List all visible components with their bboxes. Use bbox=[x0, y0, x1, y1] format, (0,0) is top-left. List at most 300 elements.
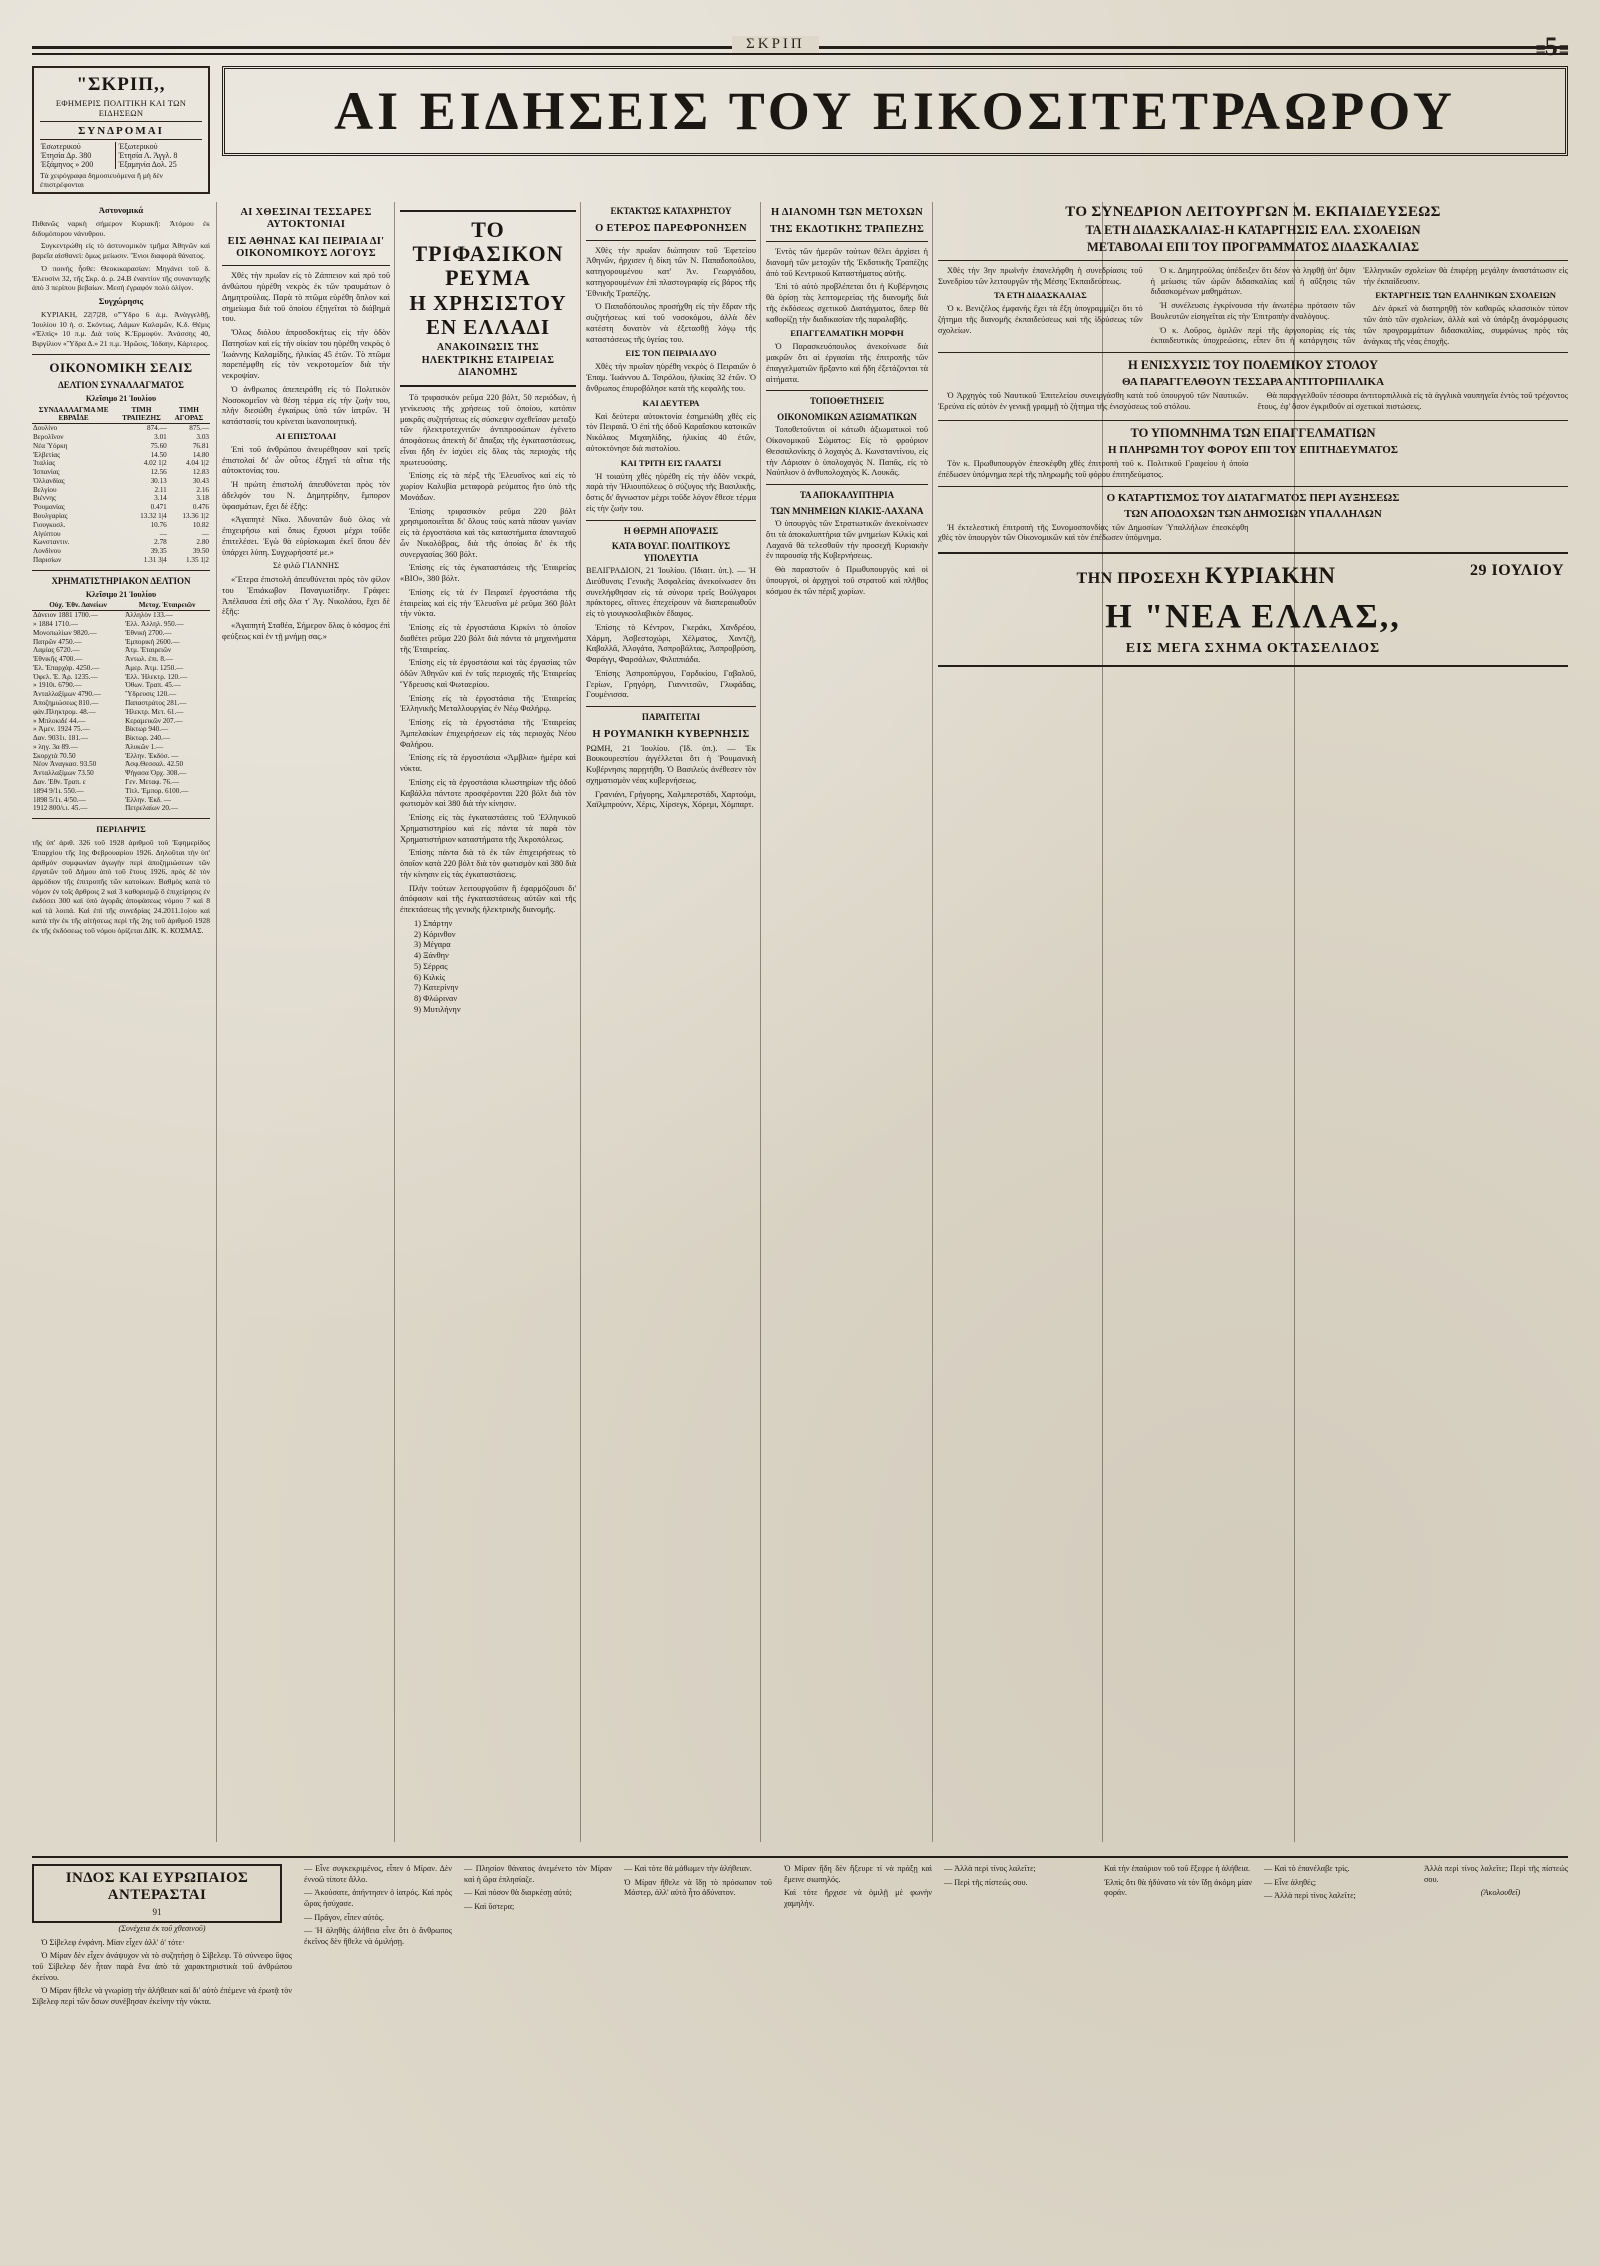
col4-dateline: ΒΕΛΙΓΡΑΔΙΟΝ, 21 Ἰουλίου. (Ἰδιαιτ. ὑπ.). — Ἡ Διεύθυνσις Γενικῆς Ἀσφαλείας ἀνεκοίνωσεν ὅτι συνελήφθησαν εἰς τὰ σύνορα τρεῖς Βούλγαροι πράκτορες, οἵτινες ἐπεχείρουν νὰ διαπεραιωθοῦν εἰς τὸ γιουγκοσλαβικὸν ἔδαφος. bbox=[586, 566, 756, 619]
col4-sub1: ΕΙΣ ΤΟΝ ΠΕΙΡΑΙΑ ΔΥΟ bbox=[625, 348, 717, 359]
fx-cell-10-0: Βουλγαρίας bbox=[33, 511, 68, 520]
bourse-cell-2-1: Ἐθνικὴ 2700.— bbox=[125, 628, 172, 637]
col4-p2: Ὁ Παπαδόπουλος προσήχθη εἰς τὴν ἕδραν τῆς συζητήσεως καὶ τοῦ νοσοκόμου, ἀλλὰ δὲν κατέστη δυνατὸν νὰ ἐξετασθῇ λόγῳ τῆς καταστάσεως τῆς ὑγείας του. bbox=[586, 302, 756, 344]
col3-p6: Ἐπίσης εἰς τὰ ἐργοστάσια Κιρκίνι τὸ ὁποῖον διαθέτει ρεῦμα 220 βόλτ διὰ πάντα τὰ μηχανήματα τῆς Ἑταιρείας. bbox=[400, 623, 576, 654]
fx-row bbox=[32, 451, 210, 460]
feuilleton-p11: — Καὶ τότε θὰ μάθωμεν τὴν ἀλήθειαν. bbox=[624, 1864, 752, 1873]
col4-sub5: ΚΑΤΑ ΒΟΥΛΓ. ΠΟΛΙΤΙΚΟΥΣ ΥΠΟΛΕΥΤΙΑ bbox=[611, 541, 731, 563]
sub-row-0-right: Έξωτερικού bbox=[115, 142, 202, 151]
fx-cell-15-2: 1.35 1|2 bbox=[185, 555, 209, 564]
fx-cell-15-1: 1.31 3|4 bbox=[143, 555, 167, 564]
fx-cell-4-0: Ἰταλίας bbox=[33, 459, 56, 468]
fx-row bbox=[32, 556, 210, 565]
bourse-cell-16-0: Σκορχτὰ 70.50 bbox=[33, 751, 76, 760]
fx-row bbox=[32, 459, 210, 468]
feuilleton-p15: — Ἀλλὰ περὶ τίνος λαλεῖτε; bbox=[944, 1864, 1036, 1873]
col4-p8: Γρανιάνι, Γρήγορης, Χαλμπερστάδι, Χαρτούμι, Χαϊλμπρούνν, Χέρις, Χίρσεγκ, Χόρεμι, Χόμπαρτ. bbox=[586, 789, 756, 810]
col3-p1: Τὸ τριφασικὸν ρεῦμα 220 βόλτ, 50 περιόδων, ἡ γενίκευσις τῆς χρήσεως τοῦ ὁποίου, κατόπιν μακρᾶς συζητήσεως εἰς σύσκεψιν σχεθεῖσαν μεταξὺ τῶν ἡλεκτροτεχνιτῶν ἀντιπροσώπων ἐγένετο ἀποφάσεως ἀπεκτὴ δι' ἅπαξας τῆς ἐγκαταστάσεως, εἶναι ἤδη ἐν ἰσχύει εἰς ὅλας τὰς περιοχὰς τῆς πρωτευούσης. bbox=[400, 393, 576, 467]
feuilleton-intro: (Συνέχεια ἐκ τοῦ χθεσινοῦ) bbox=[118, 1924, 206, 1933]
feuilleton-p1: Ὁ Σίβελεφ ἐνφάνη. Μίαν εἶχεν ἀλλ' ὁ' τότε· bbox=[41, 1937, 185, 1947]
fx-cell-12-1: — bbox=[159, 529, 167, 538]
bourse-th-0: Οὐχ. Ἐθν. Δανείων bbox=[32, 601, 124, 610]
fx-cell-6-0: Ὁλλανδίας bbox=[33, 476, 65, 485]
fx-cell-12-2: — bbox=[201, 529, 209, 538]
col6-p3: Ὁ κ. Δημητρούλας ὑπέδειξεν ὅτι δέον νὰ ληφθῇ ὑπ' ὄψιν ἡ μείωσις τῶν ὡρῶν διδασκαλίας καὶ ἡ αὔξησις τῶν διδασκομένων μαθημάτων. bbox=[1150, 265, 1356, 297]
feuilleton-p2: Ὁ Μίραν δὲν εἶχεν ἀνάψυχον νὰ τὸ συζητήσῃ ὁ Σίβελεφ. Τὸ σύννεφο ὕψος τοῦ Σίβελεφ δὲν ἦταν παρὰ ἕνα ἀπὸ τὰ χαρακτηριστικὰ τοῦ ἀνθρώπου ἐκείνου. bbox=[32, 1951, 292, 1982]
feuilleton-p6: — Πρᾶγον, εἶπεν αὐτός. bbox=[304, 1912, 385, 1922]
bourse-cell-14-0: Δαν. 9031ι. 181.— bbox=[33, 734, 88, 743]
bourse-row bbox=[32, 611, 210, 620]
col6-p9: Τὸν κ. Πρωθυπουργὸν ἐπεσκέφθη χθὲς ἐπιτροπὴ τοῦ κ. Πολιτικοῦ Γραφείου ἡ ὁποία ἐπέδωσεν ὑπόμνημα περὶ τῆς πληρωμῆς τοῦ φόρου ἐπιτηδεύματος. bbox=[938, 459, 1249, 479]
col1-lead: Πιθανῶς ναρκὴ σήμερον Κυριακῆ: Ἀτόμου ἐκ διδυμόπορου νάνυθρου. bbox=[32, 219, 210, 238]
bourse-row bbox=[32, 620, 210, 629]
col5-sub4: ΤΑ ΑΠΟΚΑΛΥΠΤΗΡΙΑ bbox=[799, 490, 895, 501]
col3-p11: Ἐπίσης εἰς τὰ ἐργοστάσια κλωστηρίων τῆς ὁδοῦ Καβάλλα πάντοτε προσφέρονται 220 βόλτ διὰ τὸν φωτισμὸν καὶ 380 διὰ τὴν κίνησιν. bbox=[400, 777, 576, 809]
city-list bbox=[400, 919, 576, 1016]
bourse-cell-12-0: » Μπλοκιδέ 44.— bbox=[33, 716, 86, 725]
col3-p10: Ἐπίσης εἰς τὰ ἐργοστάσια «Ἀμβλια» ἡμέρα καὶ νύκτα. bbox=[400, 753, 576, 774]
bourse-cell-15-1: Ἁλυκῶν 1.— bbox=[125, 742, 164, 751]
fx-cell-0-2: 875.— bbox=[189, 424, 209, 433]
column-5 bbox=[766, 202, 928, 600]
col4-head2: Ο ΕΤΕΡΟΣ ΠΑΡΕΦΡΟΝΗΣΕΝ bbox=[595, 222, 747, 234]
fx-row bbox=[32, 530, 210, 539]
col6-sub1: ΤΑ ΕΤΗ ΔΙΔΑΣΚΑΛΙΑΣ bbox=[993, 290, 1087, 301]
feuilleton-col-9 bbox=[1424, 1864, 1568, 1902]
fx-cell-0-1: 874.— bbox=[146, 424, 167, 433]
fx-cell-9-2: 0.476 bbox=[192, 503, 209, 512]
column-4 bbox=[586, 202, 756, 814]
fx-cell-5-2: 12.83 bbox=[192, 468, 209, 477]
fx-cell-12-0: Αἰγύπτου bbox=[33, 529, 61, 538]
col2-p6: «Ἀγαπητὲ Νῖκο. Ἀδυνατῶν δυὸ ὁλας νὰ ἐπιχειρήσω καὶ ὅπως ἔχουσι μέχρι τοῦδε ἐπιτελέσει. Ἐγὼ θὰ εὑρίσκωμαι ἐκεῖ ὅπου δὲν ὑπάρχει λύπη. Συγχωρήσατέ με.» bbox=[222, 515, 390, 557]
feuilleton-p17: Καὶ τὴν ἐπαύριον τοῦ τοῦ ἔξεφρε ἡ ἀλήθεια. bbox=[1104, 1864, 1251, 1873]
fx-row bbox=[32, 468, 210, 477]
bourse-cell-13-1: Βίκτωρ 940.— bbox=[125, 725, 169, 734]
col4-p6: Ἐπίσης τὸ Κέντρον, Γκεράκι, Χανδρέου, Χάρμη, Ἀσβεστοχώρι, Χέλματος, Χαντζῆ, Καβαλλᾶ, Ἀλογάτα, Ἀσπροβάλτας, Ἀσπροβρύση, Φαράγγι, Φαρσάλων, Φιλιππιάδα. bbox=[586, 622, 756, 665]
bourse-row bbox=[32, 725, 210, 734]
fx-row bbox=[32, 547, 210, 556]
masthead-subtitle: ΕΦΗΜΕΡΙΣ ΠΟΛΙΤΙΚΗ ΚΑΙ ΤΩΝ ΕΙΔΗΣΕΩΝ bbox=[40, 98, 202, 122]
fx-cell-13-1: 2.78 bbox=[154, 538, 167, 547]
col6-p4: Ἡ συνέλευσις ἐγκρίνουσα τὴν ἀνωτέρω πρότασιν τῶν Βουλευτῶν εἰσηγεῖται εἰς τὴν Ἐπιτροπὴν ἀναλόγους. bbox=[1150, 301, 1356, 321]
col3-p13: Ἐπίσης πάντα διὰ τὸ ἐκ τῶν ἐπιχειρήσεως τὸ ὁποῖον κατὰ 220 βόλτ διὰ τὸν φωτισμὸν καὶ 380 διὰ τὴν κίνησιν εἰς τὰς ἐγκαταστάσεις. bbox=[400, 848, 576, 879]
bourse-cell-10-0: Ἀποζημιώσεως 810.— bbox=[33, 699, 99, 707]
column-2 bbox=[222, 202, 390, 646]
col5-p4: Τοποθετοῦνται οἱ κάτωθι ἀξιωματικοὶ τοῦ Οἰκονομικοῦ Σώματος: Εἰς τὸ φρούριον Θεσσαλονίκης ὁ λοχαγὸς Δ. Κωνσταντίνου, εἰς τὴν Λάρισαν ὁ ὑπολοχαγὸς Ν. Παπᾶς, εἰς τὸ Ναύπλιον ὁ ἀνθυπολοχαγὸς Κ. Λουκᾶς. bbox=[766, 425, 928, 478]
col5-p6: Θὰ παραστοῦν ὁ Πρωθυπουργὸς καὶ οἱ ὑπουργοὶ, οἱ ἀρχηγοὶ τοῦ στρατοῦ καὶ πλῆθος κόσμου ἐκ τῶν πέριξ χωρίων. bbox=[766, 565, 928, 596]
bourse-row bbox=[32, 760, 210, 769]
fx-cell-5-1: 12.56 bbox=[150, 468, 167, 477]
electricity-head-1: ΤΟ ΤΡΙΦΑΣΙΚΟΝ ΡΕΥΜΑ bbox=[412, 217, 564, 291]
col6-head6: ΤΟ ΥΠΟΜΝΗΜΑ ΤΩΝ ΕΠΑΓΓΕΛΜΑΤΙΩΝ bbox=[1130, 426, 1376, 441]
city-list-item: 4) Ξάνθην bbox=[414, 951, 449, 961]
col2-signature: Σὲ φιλῶ ΓΙΑΝΝΗΣ bbox=[273, 561, 339, 571]
col4-sub4: Η ΘΕΡΜΗ ΑΠΟΨΑΣΙΣ bbox=[623, 525, 719, 536]
feuilleton-title: ΙΝΔΟΣ ΚΑΙ ΕΥΡΩΠΑΙΟΣ ΑΝΤΕΡΑΣΤΑΙ bbox=[65, 1870, 249, 1903]
fx-th-0: ΣΥΝΔΑΛΛΑΓΜΑ ΜΕ ΕΒΡΑΪΔΕ bbox=[32, 406, 115, 424]
fx-cell-1-2: 3.03 bbox=[196, 432, 209, 441]
col3-p7: Ἐπίσης εἰς τὰ ἐργοστάσια καὶ τὰς ἐργασίας τῶν ὁδῶν Ἀθηνῶν καὶ ἐν ταῖς περιοχαῖς τῆς Ἑταιρείας Ὕδρευσις καὶ Φωταερίου. bbox=[400, 658, 576, 689]
bourse-row bbox=[32, 673, 210, 682]
electricity-head-3: ΑΝΑΚΟΙΝΩΣΙΣ ΤΗΣ ΗΛΕΚΤΡΙΚΗΣ ΕΤΑΙΡΕΙΑΣ ΔΙΑΝΟΜΗΣ bbox=[421, 341, 555, 379]
feuilleton-section bbox=[32, 1856, 1568, 2234]
bourse-cell-13-0: » Ἀμεν. 1924 75.— bbox=[33, 725, 90, 734]
fx-cell-4-2: 4.04 1|2 bbox=[185, 459, 209, 468]
sub-row-2-left: Έξάμηνος » 200 bbox=[41, 160, 94, 169]
main-headline: ΑΙ ΕΙΔΗΣΕΙΣ ΤΟΥ ΕΙΚΟΣΙΤΕΤΡΑΩΡΟΥ bbox=[334, 81, 1456, 141]
bourse-row bbox=[32, 629, 210, 638]
fx-cell-8-0: Βιέννης bbox=[33, 494, 56, 503]
col3-p14: Πλὴν τούτων λειτουργοῦσιν ἤ ἐφαρμόζουσι δι' ἀπόφασιν καὶ τῆς ἐγκαταστάσεως αὐτῶν καὶ τῆς ἐπεκτάσεως τῆς γενικῆς ἠλεκτρικῆς διανομῆς. bbox=[400, 883, 576, 915]
col5-head2: ΤΗΣ ΕΚΔΟΤΙΚΗΣ ΤΡΑΠΕΖΗΣ bbox=[769, 224, 925, 236]
economic-section-title: ΟΙΚΟΝΟΜΙΚΗ ΣΕΛΙΣ bbox=[49, 359, 193, 375]
bourse-cell-14-1: Βίκτωρ. 240.— bbox=[125, 734, 170, 743]
fx-cell-1-0: Βερολῖνον bbox=[33, 432, 64, 441]
col5-sub2: ΤΟΠΟΘΕΤΗΣΕΙΣ bbox=[809, 396, 885, 407]
col6-p8: Θὰ παραγγελθοῦν τέσσαρα ἀντιτορπιλλικὰ εἰς τὰ ἀγγλικὰ ναυπηγεῖα ἐντὸς τοῦ τρέχοντος ἔτους, ἐφ' ὅσον ἐγκριθοῦν αἱ σχετικαὶ πιστώσεις. bbox=[1257, 390, 1568, 411]
advertisement-nea-ellas[interactable] bbox=[938, 552, 1568, 667]
bourse-cell-17-1: Ἀσφ.Θεσσαλ. 42.50 bbox=[125, 760, 184, 769]
paper-name: ΣΚΡΙΠ bbox=[732, 36, 819, 53]
fx-th-2: ΤΙΜΗ ΑΓΟΡΑΣ bbox=[168, 406, 210, 424]
bourse-cell-5-0: Ἐθνικῆς 4700.— bbox=[33, 655, 83, 664]
electricity-headline-block bbox=[400, 210, 576, 387]
city-list-item: 9) Μυτιλήνην bbox=[414, 1004, 461, 1014]
col2-p8: «Ἕτερα ἐπιστολὴ ἀπευθύνεται πρὸς τὸν φίλον του Ἐπιάκωβον Παναγιωτίδην. Γράφει: Ἀπέλαυσα ἐπὶ σῆς ὅλα τ' Ἀγ. Νικολάου, ἔχει δὲ ἑξῆς: bbox=[222, 575, 390, 617]
feuilleton-p18: Ἐλπὶς ὅτι θὰ ἠδύνατο νὰ τὸν ἴδῃ ἀκόμη μίαν φοράν. bbox=[1104, 1877, 1252, 1898]
col2-p1: Χθὲς τὴν πρωΐαν εἰς τὸ Ζάππειον καὶ πρὸ τοῦ ἀνθώπου ηὑρέθη νεκρὸς ἐκ τῶν τραυμάτων ὁ Δημητρούλας. Παρὰ τὸ πτῶμα εὑρέθη ὅπλον καὶ σημείωμα διὰ τοῦ ὁποίου ἐξηγεῖται τὸ διάβημά του. bbox=[222, 271, 390, 324]
fx-cell-13-2: 2.80 bbox=[196, 538, 209, 547]
col5-p1: Ἐντὸς τῶν ἡμερῶν τούτων θέλει ἀρχίσει ἡ διανομὴ τῶν μετοχῶν τῆς Ἐκδοτικῆς Τραπέζης ἀπὸ τοῦ Κεντρικοῦ Καταστήματος αὐτῆς. bbox=[766, 247, 928, 278]
col6-head1: ΤΟ ΣΥΝΕΔΡΙΟΝ ΛΕΙΤΟΥΡΓΩΝ Μ. ΕΚΠΑΙΔΕΥΣΕΩΣ bbox=[1065, 204, 1441, 220]
col3-p2: Ἐπίσης εἰς τὰ πέρξ τῆς Ἑλευσῖνος καὶ εἰς τὸ χωρίον Καλυβία μεταφορὰ ρεύματος ἤτο ὑπὸ τῆς Μονάδων. bbox=[400, 471, 576, 502]
bourse-cell-1-1: Ἑλλ. Ἀλληλ. 950.— bbox=[125, 619, 184, 628]
fx-cell-9-1: 0.471 bbox=[150, 503, 167, 512]
bourse-row bbox=[32, 646, 210, 655]
col4-p3: Χθὲς τὴν πρωΐαν ηὑρέθη νεκρὸς ὁ Πειραιῶν ὁ Ἐπαμ. Ἰωάννου Δ. Τσιρόλου, ἡλικίας 32 ἐτῶν. Ὁ ἄνθρωπος ἐπυροβόλησε κατὰ τῆς κεφαλῆς του. bbox=[586, 362, 756, 393]
feuilleton-p7: — Ἡ ἀληθὴς ἀλήθεια εἶνε ὅτι ὁ ἄνθρωπος ἐκεῖνος δὲν ἤθελε νὰ ὁμιλήσῃ. bbox=[304, 1926, 452, 1946]
fx-cell-3-0: Ἑλβετίας bbox=[33, 450, 60, 459]
fx-row bbox=[32, 442, 210, 451]
fx-cell-9-0: Ῥουμανίας bbox=[33, 503, 65, 512]
bourse-cell-1-0: » 1884 1710.— bbox=[33, 619, 78, 628]
col4-head1: ΕΚΤΑΚΤΩΣ ΚΑΤΑΧΡΗΣΤΟΥ bbox=[610, 206, 732, 216]
bourse-table bbox=[32, 601, 210, 813]
col5-p3: Ὁ Παρασκευόπουλος ἀνεκοίνωσε διὰ μακρῶν ὅτι αἱ ἐργασίαι τῆς ἐπιτροπῆς τῶν ἐπαγγελματιῶν ἤρξαντο καὶ ἤδη ἐξετάζονται τὰ αἰτήματα. bbox=[766, 342, 928, 384]
masthead-brand: "ΣΚΡΙΠ,, bbox=[76, 74, 166, 95]
col4-dateline2: ΡΩΜΗ, 21 Ἰουλίου. (Ἰδ. ὑπ.). — Ἐκ Βουκουρεστίου ἀγγέλλεται ὅτι ἡ Ῥουμανικὴ Κυβέρνησις παρῃτήθη. Ὁ Βασιλεὺς ἀνέθεσεν τὸν σχηματισμὸν νέας κυβερνήσεως. bbox=[586, 743, 756, 785]
feuilleton-p20: — Εἶνε ἀληθές; bbox=[1264, 1877, 1316, 1887]
col5-sub3: ΟΙΚΟΝΟΜΙΚΩΝ ΑΞΙΩΜΑΤΙΚΩΝ bbox=[777, 411, 917, 422]
col6-head7: Η ΠΛΗΡΩΜΗ ΤΟΥ ΦΟΡΟΥ ΕΠΙ ΤΟΥ ΕΠΙΤΗΔΕΥΜΑΤΟΣ bbox=[1107, 444, 1398, 457]
fx-cell-5-0: Ἰσπανίας bbox=[33, 468, 60, 477]
bourse-cell-20-1: Τίτλ. Ἐμπορ. 6100.— bbox=[125, 786, 189, 795]
city-list-item: 8) Φλώριναν bbox=[414, 994, 458, 1004]
bourse-cell-0-1: Ἀλληλὸν 133.— bbox=[125, 611, 173, 620]
fx-bulletin-title: ΔΕΛΤΙΟΝ ΣΥΝΑΛΛΑΓΜΑΤΟΣ bbox=[58, 379, 184, 390]
bourse-cell-8-0: » 1910ι. 6790.— bbox=[33, 681, 82, 690]
col3-p3: Ἐπίσης τριφασικὸν ρεῦμα 220 βόλτ χρησιμοποιεῖται δι' ὅλους τοὺς κατὰ πᾶσαν γωνίαν εἰς τὰ ἐργοστάσια καὶ τὰς καταστήματα ἁπανταχοῦ ὧν Νικολόβρας, διὰ τῆς ὁποίας δι' ἐκ τῆς συνεργασίας 360 βόλτ. bbox=[400, 506, 576, 559]
top-rule bbox=[32, 32, 1568, 62]
fx-cell-2-0: Νέα Ὑόρκη bbox=[33, 441, 68, 450]
feuilleton-p21: — Ἀλλὰ περὶ τίνος λαλεῖτε; bbox=[1264, 1891, 1356, 1901]
feuilleton-p4: — Εἶνε συγκεκριμένος, εἶπεν ὁ Μίραν. Δὲν ἐννοῶ τίποτε ἄλλο. bbox=[304, 1864, 452, 1884]
fx-cell-3-1: 14.50 bbox=[150, 450, 167, 459]
column-1 bbox=[32, 202, 210, 938]
bourse-cell-6-0: Ἐλ. Ἐπαρχὰρ. 4250.— bbox=[33, 663, 100, 672]
advert-title: Η "ΝΕΑ ΕΛΛΑΣ,, bbox=[1105, 597, 1401, 635]
bourse-cell-3-0: Πατρῶν 4750.— bbox=[33, 637, 82, 646]
col4-sub2: ΚΑΙ ΔΕΥΤΕΡΑ bbox=[642, 397, 700, 408]
col6-p10: Ἡ ἐκτελεστικὴ ἐπιτροπὴ τῆς Συνομοσπονδίας τῶν Δημοσίων Ὑπαλλήλων ἐπεσκέφθη χθὲς τὸν ὑπουργὸν τῶν Οἰκονομικῶν καὶ τὸν ἐπέδωσεν ὑπόμνημα. bbox=[938, 522, 1249, 543]
fx-row bbox=[32, 538, 210, 547]
city-list-item: 5) Σέρρας bbox=[414, 961, 448, 971]
fx-cell-8-1: 3.14 bbox=[154, 494, 167, 503]
feuilleton-col-8 bbox=[1264, 1864, 1412, 1905]
bourse-row bbox=[32, 664, 210, 673]
bourse-cell-3-1: Ἐμπορικὴ 2600.— bbox=[125, 637, 180, 646]
feuilleton-p16: — Περὶ τῆς πίστεώς σου. bbox=[944, 1877, 1028, 1887]
fx-cell-6-1: 30.13 bbox=[150, 476, 167, 485]
main-headline-banner bbox=[222, 66, 1568, 156]
feuilleton-banner bbox=[32, 1864, 282, 1923]
fx-row bbox=[32, 503, 210, 512]
col6-p5: Ὁ κ. Λοῦρος, ὁμιλῶν περὶ τῆς ἀργοπορίας εἰς τὰς ἐκπαιδευτικὰς ὑποχρεώσεις, εἶπεν ὅτι ἡ κατάργησις τῶν Ἑλληνικῶν σχολείων θὰ ἐπιφέρῃ μεγάλην ἀναστάτωσιν εἰς τὴν ἐκπαίδευσιν. bbox=[1150, 265, 1568, 346]
col5-p5: Ὁ ὑπουργὸς τῶν Στρατιωτικῶν ἀνεκοίνωσεν ὅτι τὰ ἀποκαλυπτήρια τῶν μνημείων Κιλκὶς καὶ Λαχανᾶ θὰ τελεσθοῦν τὴν προσεχῆ Κυριακὴν ἐν παρουσίᾳ τῆς Κυβερνήσεως. bbox=[766, 519, 928, 561]
bourse-cell-19-0: Δαν. Ἐθν. Τραπ. ε bbox=[33, 778, 86, 787]
bourse-cell-22-0: 1912 800/ι.ι. 45.— bbox=[33, 804, 88, 813]
city-list-item: 1) Σπάρτην bbox=[414, 918, 453, 928]
feuilleton-p13: Ὁ Μίραν ἤδη δὲν ἤξευρε τί νὰ πράξῃ καὶ ἔμεινε σιωπηλός. bbox=[784, 1864, 932, 1884]
advert-day: ΚΥΡΙΑΚΗΝ bbox=[1205, 563, 1336, 589]
bourse-cell-15-0: » ληγ. 3α 89.— bbox=[33, 742, 78, 751]
feuilleton-p19: — Καὶ τὸ ἐπανέλαβε τρὶς. bbox=[1264, 1864, 1350, 1873]
col6-head9: ΤΩΝ ΑΠΟΔΟΧΩΝ ΤΩΝ ΔΗΜΟΣΙΩΝ ΥΠΑΛΛΗΛΩΝ bbox=[1124, 507, 1382, 520]
col6-head4: Η ΕΝΙΣΧΥΣΙΣ ΤΟΥ ΠΟΛΕΜΙΚΟΥ ΣΤΟΛΟΥ bbox=[1127, 358, 1379, 373]
fx-cell-8-2: 3.18 bbox=[196, 494, 209, 503]
bourse-cell-11-1: Ἠλεκτρ. Μετ. 61.— bbox=[125, 707, 184, 716]
col6-sub2: ΕΚΤΑΡΓΗΣΙΣ ΤΩΝ ΕΛΛΗΝΙΚΩΝ ΣΧΟΛΕΙΩΝ bbox=[1375, 290, 1556, 301]
bourse-row bbox=[32, 769, 210, 778]
bourse-row bbox=[32, 804, 210, 813]
fx-cell-7-0: Βελγίου bbox=[33, 485, 57, 494]
digest-title: ΠΕΡΙΛΗΨΙΣ bbox=[96, 824, 146, 835]
feuilleton-col-1 bbox=[32, 1924, 292, 2011]
feuilleton-p9: — Καὶ πόσον θὰ διαρκέσῃ αὐτό; bbox=[464, 1888, 572, 1898]
bourse-title: ΧΡΗΜΑΤΙΣΤΗΡΙΑΚΟΝ ΔΕΛΤΙΟΝ bbox=[51, 575, 191, 586]
col6-head2: ΤΑ ΕΤΗ ΔΙΔΑΣΚΑΛΙΑΣ-Η ΚΑΤΑΡΓΗΣΙΣ ΕΛΛ. ΣΧΟΛΕΙΩΝ bbox=[1085, 223, 1421, 238]
col4-sub7: Η ΡΟΥΜΑΝΙΚΗ ΚΥΒΕΡΝΗΣΙΣ bbox=[592, 728, 750, 740]
feuilleton-p8: — Πλησίον θάνατος ἀνεμένετο τὸν Μίραν καὶ ἡ ὥρα ἐπλησίαζε. bbox=[464, 1864, 612, 1884]
sub-row-2-right: Έξαμηνία Δολ. 25 bbox=[115, 160, 202, 169]
feuilleton-col-4 bbox=[624, 1864, 772, 1902]
fx-cell-14-1: 39.35 bbox=[150, 547, 167, 556]
bourse-cell-18-1: Ψήγασα Ὀρχ. 308.— bbox=[125, 769, 187, 778]
bourse-row bbox=[32, 708, 210, 717]
feuilleton-p3: Ὁ Μίραν ἤθελε νὰ γνωρίσῃ τὴν ἀλήθειαν καὶ δι' αὐτὸ ἐπέμενε νὰ ἐρωτᾷ τὸν Σίβελεφ περὶ τῶν ὅσων συνέβησαν ἐκείνην τὴν νύκτα. bbox=[32, 1986, 292, 2006]
bourse-cell-7-0: Ὀφελ. Ἑ. Ἀρ. 1235.— bbox=[33, 672, 98, 681]
advert-prefix: ΤΗΝ ΠΡΟΣΕΧΗ bbox=[1076, 570, 1201, 588]
bourse-cell-7-1: Ἑλλ. Ἠλεκτρ. 120.— bbox=[125, 672, 188, 681]
col1-sub1: Συγχώρησις bbox=[98, 296, 144, 307]
col4-sub3: ΚΑΙ ΤΡΙΤΗ ΕΙΣ ΓΑΛΑΤΣΙ bbox=[620, 457, 722, 468]
advert-subtitle: ΕΙΣ ΜΕΓΑ ΣΧΗΜΑ ΟΚΤΑΣΕΛΙΔΟΣ bbox=[1125, 641, 1381, 657]
fx-cell-7-1: 2.11 bbox=[154, 485, 167, 494]
sub-row-0-left: Έσωτερικού bbox=[41, 142, 81, 151]
fx-row bbox=[32, 433, 210, 442]
bourse-cell-11-0: φάν.Πληκτρομ. 48.— bbox=[33, 707, 96, 716]
fx-cell-11-2: 10.82 bbox=[192, 520, 209, 529]
bourse-cell-4-0: Λαμίας 6720.— bbox=[33, 646, 80, 655]
fx-row bbox=[32, 512, 210, 521]
feuilleton-col-5 bbox=[784, 1864, 932, 1913]
bourse-th-1: Μετοχ. Ἑταιρειῶν bbox=[124, 601, 210, 610]
col3-p8: Ἐπίσης εἰς τὰ ἐργοστάσια τῆς Ἑταιρείας Ἑλληνικῆς Μεταλλουργίας ἐν Νέῳ Φαλήρῳ. bbox=[400, 693, 576, 714]
bourse-cell-0-0: Δάνειον 1881 1700.— bbox=[33, 611, 98, 620]
col5-sub5: ΤΩΝ ΜΝΗΜΕΙΩΝ ΚΙΛΚΙΣ-ΛΑΧΑΝΑ bbox=[770, 505, 924, 516]
col5-p2: Ἐπὶ τὸ αὐτὸ προβλέπεται ὅτι ἡ Κυβέρνησις θὰ ὁρίσῃ τὰς λεπτομερείας τῆς διανομῆς διὰ τῆς ἐκδόσεως σχετικοῦ Διατάγματος, ὅπερ θὰ καθορίζῃ τὴν διαδικασίαν τῆς παραλαβῆς. bbox=[766, 282, 928, 324]
col3-p12: Ἐπίσης εἰς τὰς ἐγκαταστάσεις τοῦ Ἑλληνικοῦ Χρηματιστηρίου καὶ εἰς πάντα τὰ παρὰ τὸν Χρηματιστήριον καταστήματα τῆς Ἀκροπόλεως. bbox=[400, 813, 576, 844]
col1-p3: ΚΥΡΙΑΚΗ, 22|7|28, ο''Ὕδρο 6 ἀ.μ. Ἀνὰγγελθῇ, Ἰουλίου 10 ἡ. σ. Σκόντως, Λάμων Καλαμῶν, Κ.δ. Θέμις «Ἐλπὶς» 10 π.μ. Διὰ τοὺς Κ.Ἑρμοφύν. Ἀνάσσης 40, Βιργίλιον «Ὕδρα Δ.» 21 π.μ. Ἡρῶοις, Ἰόδαην, Κάρτερος. bbox=[32, 310, 210, 349]
col5-sub1: ΕΠΑΓΓΕΛΜΑΤΙΚΗ ΜΟΡΦΗ bbox=[790, 328, 904, 339]
col4-p4: Καὶ δεύτερα αὐτοκτονία ἐσημειώθη χθὲς εἰς τὸν Πειραιᾶ. Ὁ ἐπὶ τῆς ὁδοῦ Καραΐσκου κατοικῶν Νικόλαος Μιχαηλίδης, ἡλικίας 40 ἐτῶν, αὐτοκτόνησε διὰ πιστολίου. bbox=[586, 411, 756, 453]
col6-head3: ΜΕΤΑΒΟΛΑΙ ΕΠΙ ΤΟΥ ΠΡΟΓΡΑΜΜΑΤΟΣ ΔΙΔΑΣΚΑΛΙΑΣ bbox=[1086, 240, 1420, 254]
col4-p7: Ἐπίσης Ἀσπροπύργου, Γαρδικίου, Γαβαλοῦ, Γερίων, Γρηγόρη, Γιαννιτσῶν, Γλυφάδας, Γουμένισσα. bbox=[586, 668, 756, 700]
feuilleton-number: 91 bbox=[152, 1907, 162, 1917]
col1-p1: Συγκεντρώθη εἰς τὸ ἀστυνομικὸν τμῆμα Ἀθηνῶν καὶ βαρεῖα αἰσθανεὶ: ὅμως μείωσιν. Ἔνιοι διαφορὰ θάνατος. bbox=[32, 241, 210, 261]
bourse-row bbox=[32, 638, 210, 647]
bourse-cell-8-1: Ὀθων. Τραπ. 45.— bbox=[125, 681, 181, 690]
bourse-row bbox=[32, 734, 210, 743]
fx-cell-14-2: 39.50 bbox=[192, 547, 209, 556]
col3-p5: Ἐπίσης εἰς τὰ ἐν Πειραιεῖ ἐργοστάσια τῆς ἑταιρείας καὶ εἰς τὴν Ἑλευσῖνα μὲ ρεῦμα 360 βόλτ τὴν νύκτα. bbox=[400, 587, 576, 619]
bourse-row bbox=[32, 699, 210, 708]
feuilleton-end-note: (Ἀκολουθεῖ) bbox=[1480, 1888, 1521, 1898]
feuilleton-p14: Καὶ τότε ἤρχισε νὰ ὁμιλῇ μὲ φωνὴν χαμηλήν. bbox=[784, 1888, 932, 1908]
page-number: ≡5≡ bbox=[1535, 32, 1568, 61]
electricity-head-2: Η ΧΡΗΣΙΣΤΟΥ ΕΝ ΕΛΛΑΔΙ bbox=[409, 290, 567, 339]
fx-row bbox=[32, 486, 210, 495]
city-list-item: 6) Κιλκὶς bbox=[414, 972, 446, 982]
col2-p5: Ἡ πρώτη ἐπιστολὴ ἀπευθύνεται πρὸς τὸν ἀδελφόν του Ν. Δημητρίδην, ἔμπορον ὑφασμάτων, ἔχει δὲ ἑξῆς: bbox=[222, 480, 390, 511]
sub-row-1-right: Έτησία Λ. Άγγλ. 8 bbox=[115, 151, 202, 160]
fx-cell-7-2: 2.16 bbox=[196, 485, 209, 494]
feuilleton-col-2 bbox=[304, 1864, 452, 1951]
fx-cell-6-2: 30.43 bbox=[192, 476, 209, 485]
bourse-cell-16-1: Ἑλλην. Ἐκδόσ. — bbox=[125, 751, 179, 760]
masthead-note: Τὰ χειρόγραφα δημοσιευόμενα ἤ μὴ δὲν ἐπιστρέφονται bbox=[40, 171, 163, 189]
col6-p7: Ὁ Ἀρχηγὸς τοῦ Ναυτικοῦ Ἐπιτελείου συνειργάσθη κατὰ τοῦ ὑπουργοῦ τῶν Ναυτικῶν. Ἐρεύνα εἰς αὐτὸν ἐν γενικῇ γραμμῇ τὸ ζήτημα τῆς ἐνισχύσεως τοῦ στόλου. bbox=[938, 390, 1249, 411]
col6-p1: Χθὲς τὴν 3ην πρωϊνὴν ἐπανελήφθη ἡ συνεδρίασις τοῦ Συνεδρίου τῶν λειτουργῶν τῆς Μέσης Ἐκπαιδεύσεως. bbox=[938, 265, 1143, 286]
col2-head2: ΕΙΣ ΑΘΗΝΑΣ ΚΑΙ ΠΕΙΡΑΙΑ ΔΙ' ΟΙΚΟΝΟΜΙΚΟΥΣ ΛΟΓΟΥΣ bbox=[227, 236, 385, 260]
col2-head1: ΑΙ ΧΘΕΣΙΝΑΙ ΤΕΣΣΑΡΕΣ ΑΥΤΟΚΤΟΝΙΑΙ bbox=[240, 207, 372, 231]
col2-p2: Ὅλως διόλου ἀπροσδοκήτως εἰς τὴν ὁδὸν Πατησίων καὶ εἰς τὴν οἰκίαν του ηὑρέθη νεκρὸς ὁ Ἰωάννης Καλαμίδης, ἡλικίας 45 ἐτῶν. Τὸ πτῶμα παρεπέμφθη εἰς τὸν νεκροτομεῖον διὰ τὴν νεκροψίαν. bbox=[222, 328, 390, 380]
col2-p4: Ἐπὶ τοῦ ἀνθρώπου ἀνευρέθησαν καὶ τρεῖς ἐπιστολαί δι' ὧν οὗτος ἐξηγεῖ τὰ αἴτια τῆς αὐτοκτονίας του. bbox=[222, 444, 390, 476]
bourse-row bbox=[32, 778, 210, 787]
fx-cell-2-1: 75.60 bbox=[150, 441, 167, 450]
col6-head8: Ο ΚΑΤΑΡΤΙΣΜΟΣ ΤΟΥ ΔΙΑΤΑΓΜΑΤΟΣ ΠΕΡΙ ΑΥΞΗΣΕΩΣ bbox=[1106, 491, 1400, 504]
police-section-head: Ἀστυνομικά bbox=[98, 205, 144, 215]
col4-p1: Χθὲς τὴν πρωΐαν διώπησαν τοῦ Ἐφετείου Ἀθηνῶν, ἠρχισεν ἡ δίκη τῶν Ν. Παπαδοπούλου, κατηγορουμένου κατ' Ἀν. Γεωργιάδου, κατηγορουμένων ἐπὶ πλαστογραφίᾳ εἰς βάρος τῆς Ἐθνικῆς Τραπέζης. bbox=[586, 245, 756, 298]
col3-p9: Ἐπίσης εἰς τὰ ἐργοστάσια τῆς Ἑταιρείας Ἀμπελακίων ἐπιχειρήσεων εἰς τὰς περιοχὰς Νέου Φαλήρου. bbox=[400, 718, 576, 749]
city-list-item: 3) Μέγαρα bbox=[414, 940, 451, 950]
fx-row bbox=[32, 424, 210, 433]
bourse-date: Κλεῖσιμο 21 Ἰουλίου bbox=[85, 590, 157, 600]
col4-sub6: ΠΑΡΑΙΤΕΙΤΑΙ bbox=[641, 712, 701, 723]
fx-cell-3-2: 14.80 bbox=[192, 450, 209, 459]
col4-p5: Ἡ τοιαύτη χθὲς ηὑρέθη εἰς τὴν ὁδὸν νεκρά, παρὰ τὴν Ἡλιουπόλεως ὁ σύζυγος τῆς Βασιλικῆς, ὅστις δι' ἄγνωστον μέχρι τοῦδε λόγον ἔθεσε τέρμα εἰς τὴν ζωήν του. bbox=[586, 471, 756, 513]
bourse-cell-17-0: Νέον Ἀναγκασ. 93.50 bbox=[33, 760, 97, 769]
column-6-right-block bbox=[938, 202, 1568, 667]
col6-p2: Ὁ κ. Βενιζέλος ἐμφανὴς ἔχει τὰ ἔξη ὑπογραμμίζει ὅτι τὸ ζήτημα τῆς διανομῆς ἐκπαιδεύσεως καὶ τῆς ἱδρύσεως τῶν σχολείων. bbox=[938, 304, 1143, 335]
feuilleton-col-3 bbox=[464, 1864, 612, 1916]
fx-row bbox=[32, 477, 210, 486]
bourse-cell-20-0: 1894 9/1ι. 550.— bbox=[33, 786, 84, 795]
fx-th-1: ΤΙΜΗ ΤΡΑΠΕΖΗΣ bbox=[115, 406, 168, 424]
fx-cell-0-0: Δουλίνο bbox=[33, 424, 58, 433]
advert-date: 29 ΙΟΥΛΙΟΥ bbox=[1470, 562, 1564, 580]
feuilleton-col-6 bbox=[944, 1864, 1092, 1891]
subscriptions-table bbox=[40, 142, 202, 169]
masthead-box bbox=[32, 66, 210, 194]
bourse-row bbox=[32, 690, 210, 699]
fx-date: Κλεῖσιμο 21 Ἰουλίου bbox=[85, 394, 157, 404]
columns-area bbox=[32, 202, 1568, 1842]
col1-p2: Ὁ ποινὴς ἧσθε: Θεοκικαρασίαν: Μηγάνει τοῦ δ. Ἐλευσίνι 32, τῆς Σκρ. ἀ. ρ. 24.Β ἐναντίον τῆς συνανταχῆς ἀπὸ 3 περίπου βεβαίων. Μεσὴ ἐγραφόν πολὺ ὀλίγον. bbox=[32, 263, 210, 293]
fx-cell-15-0: Παρισίων bbox=[33, 555, 62, 564]
fx-cell-11-1: 10.76 bbox=[150, 520, 167, 529]
feuilleton-p22: Ἀλλὰ περὶ τίνος λαλεῖτε; Περὶ τῆς πίστεώς σου. bbox=[1424, 1864, 1568, 1884]
feuilleton-p12: Ὁ Μίραν ἤθελε νὰ ἴδῃ τὸ πρόσωπον τοῦ Μάστερ, ἀλλ' αὐτὸ ἦτο ἀδύνατον. bbox=[624, 1877, 772, 1898]
bourse-cell-21-0: 1898 5/1ι. 4/50.— bbox=[33, 795, 86, 804]
feuilleton-col-7 bbox=[1104, 1864, 1252, 1902]
bourse-row bbox=[32, 717, 210, 726]
fx-cell-13-0: Κωνσταντιν. bbox=[33, 538, 70, 547]
bourse-cell-18-0: Ἀνταλλαξίμων 73.50 bbox=[33, 769, 94, 778]
column-3 bbox=[400, 202, 576, 1016]
bourse-row bbox=[32, 752, 210, 761]
bourse-cell-6-1: Ἀμερ. Ἀτμ. 1250.— bbox=[125, 663, 184, 672]
bourse-cell-12-1: Κεραμεικῶν 207.— bbox=[125, 716, 183, 725]
fx-table bbox=[32, 406, 210, 565]
bourse-cell-21-1: Ἐλλην. Ἐκδ. — bbox=[125, 795, 171, 804]
fx-cell-10-1: 13.32 1|4 bbox=[140, 511, 167, 520]
col6-p6: Δὲν ἀρκεῖ νὰ διατηρηθῇ τὸν καθαρῶς κλασσικὸν τύπον τῶν ἀπὸ τῶν σχολείων, ἀλλὰ καὶ νὰ ὑπάρξῃ ἀναμόρφωσις τῶν προγραμμάτων διδασκαλίας, συμφώνως πρὸς τὰς ἀνάγκας τῆς νέας ἐποχῆς. bbox=[1363, 304, 1568, 346]
fx-row bbox=[32, 494, 210, 503]
col6-head5: ΘΑ ΠΑΡΑΓΓΕΛΘΟΥΝ ΤΕΣΣΑΡΑ ΑΝΤΙΤΟΡΠΙΛΛΙΚΑ bbox=[1121, 376, 1385, 388]
bourse-cell-10-1: Παπαστράτος 281.— bbox=[125, 699, 187, 707]
fx-cell-2-2: 76.81 bbox=[192, 441, 209, 450]
sub-row-1-left: Έτησία Δρ. 380 bbox=[41, 151, 92, 160]
bourse-cell-19-1: Γεν. Μεταφ. 76.— bbox=[125, 778, 180, 787]
bourse-row bbox=[32, 681, 210, 690]
col2-p9: «Ἀγαπητὴ Σταθέα, Σήμερον ὅλας ὁ κόσμος ἐπὶ φεύξεως καὶ ἐν τῇ μνήμῃ σας.» bbox=[222, 621, 390, 641]
fx-cell-4-1: 4.02 1|2 bbox=[143, 459, 167, 468]
fx-cell-14-0: Λονδίνου bbox=[33, 547, 61, 556]
bourse-cell-22-1: Πετρελαίων 20.— bbox=[125, 804, 178, 813]
digest-text: τῆς ὑπ' ἀριθ. 326 τοῦ 1928 ἀριθμοῦ τοῦ Ἐφημερίδος Ἐπαρχίου τῆς 1ης Φεβρουαρίου 1926. Δηλοῦται τὴν ὑπ' ἀριθμὸν συμφωνίαν ἀγωγὴν περὶ ἀποζημιώσεων τῶν ἐργατῶν τοῦ Δήμου ἀπὸ τοῦ ἔτους 1926, πρὸς δὲ τὸν ἀρμόδιον τῆς ἐπιτροπῆς τῶν κατοίκων. Βαθμὸς κατὰ τὸ νόμον ἐν τοῖς ἄρθροις 2 καὶ 3 καθορισμῷ ὃ ἐπιχείρησις ἐν ἐκδόσει 300 καὶ ὑπό ἀγορᾶς ἀποφάσεως νόμου 7 καὶ 8 καὶ τὰ λοιπά. Καὶ ἐπὶ τῆς συνεδρίας 24.2011.1ο|ου καὶ κατὰ τὴν ἐκ τῆς αἰτήσεως περὶ τῆς 2ης τοῦ ἀριθμοῦ 1928 ἐκ τῆς ἐκδόσεως τοῦ νόμου ὁρίζεται ΔΙΚ. Κ. ΚΟΣΜΑΣ. bbox=[32, 838, 210, 935]
bourse-cell-4-1: Ἀτμ. Ἑταιρειῶν bbox=[125, 646, 172, 655]
bourse-row bbox=[32, 787, 210, 796]
city-list-item: 7) Κατερίνην bbox=[414, 983, 459, 993]
fx-cell-1-1: 3.01 bbox=[154, 432, 167, 441]
bourse-row bbox=[32, 743, 210, 752]
bourse-cell-9-1: Ὕδρευσις 120.— bbox=[125, 690, 177, 699]
fx-row bbox=[32, 521, 210, 530]
bourse-cell-5-1: Ἀντωλ. ἐπι. 8.— bbox=[125, 655, 173, 664]
bourse-row bbox=[32, 655, 210, 664]
